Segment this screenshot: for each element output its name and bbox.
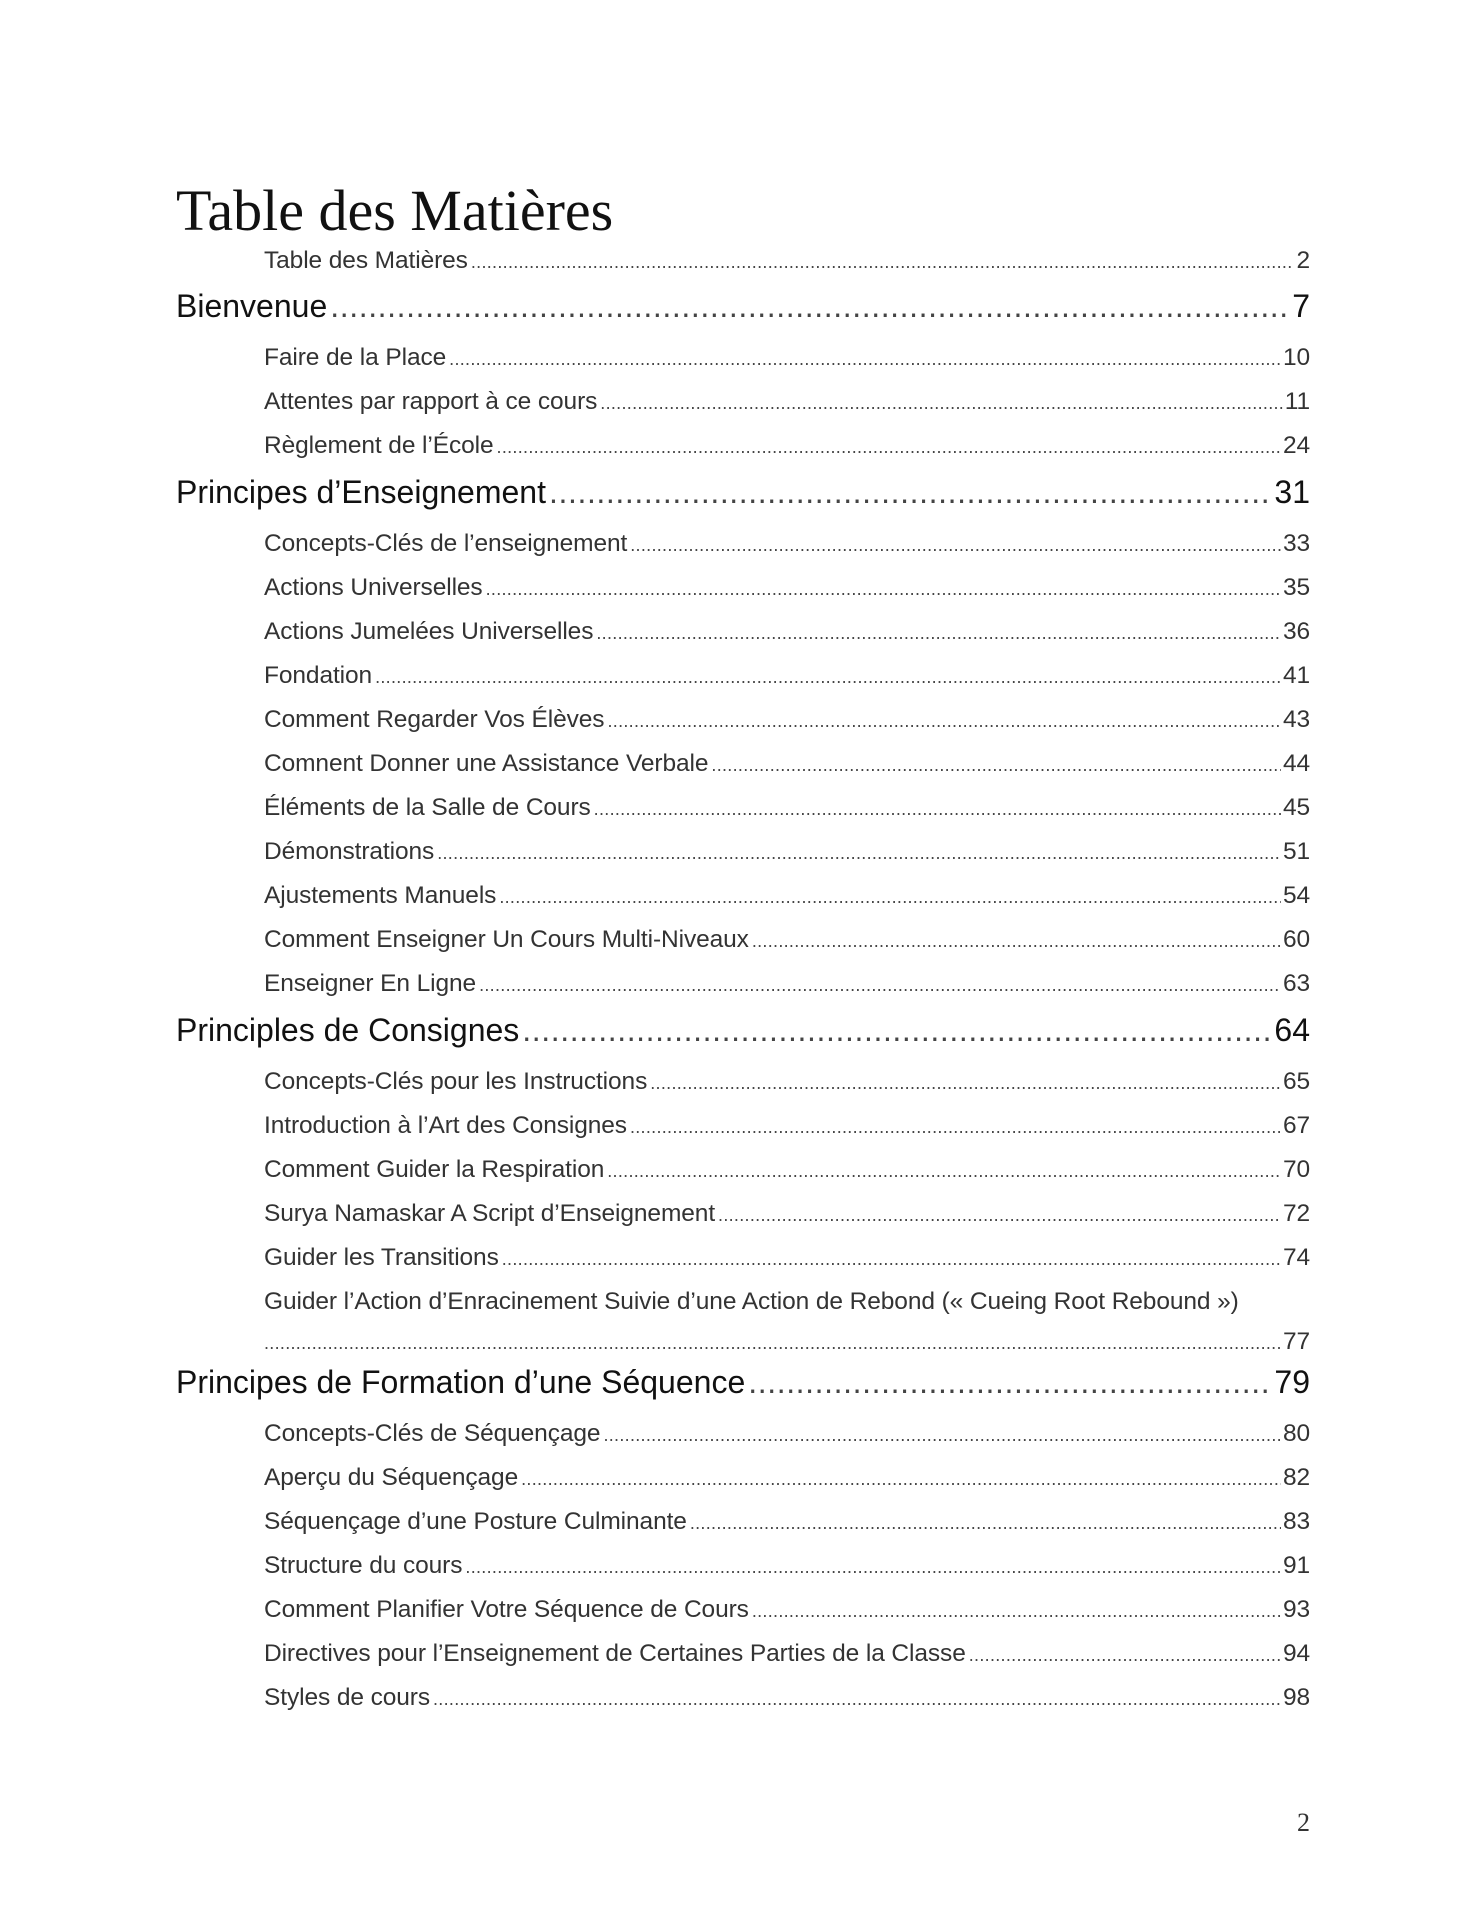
toc-entry-page: 93 (1282, 1596, 1310, 1623)
toc-entry-styles-de-cours[interactable] (264, 1684, 1310, 1724)
toc-entry-page: 77 (1282, 1328, 1310, 1355)
toc-entry-page: 63 (1282, 970, 1310, 997)
toc-entry-page: 72 (1282, 1200, 1310, 1227)
toc-entry-page: 41 (1282, 662, 1310, 689)
toc-entry-title: Directives pour l’Enseignement de Certaines Parties de la Classe (264, 1640, 966, 1667)
toc-section-title: Principles de Consignes (176, 1012, 520, 1048)
toc-entry-title: Guider les Transitions (264, 1244, 499, 1271)
toc-entry-title: Comment Guider la Respiration (264, 1156, 605, 1183)
dot-leader (600, 393, 1282, 414)
dot-leader (752, 1601, 1281, 1622)
toc-section-formation-sequence[interactable] (176, 1364, 1310, 1412)
toc-entry-title: Styles de cours (264, 1684, 430, 1711)
toc-entry-page: 11 (1284, 388, 1310, 415)
toc-entry-page: 36 (1282, 618, 1310, 645)
toc-entry-page: 80 (1282, 1420, 1310, 1447)
toc-entry-title: Démonstrations (264, 838, 435, 865)
toc-entry-page: 51 (1282, 838, 1310, 865)
dot-leader (594, 799, 1281, 820)
toc-entry-surya-namaskar[interactable] (264, 1200, 1310, 1240)
toc-entry-title: Éléments de la Salle de Cours (264, 794, 591, 821)
toc-entry-planifier-sequence[interactable] (264, 1596, 1310, 1636)
toc-entry-page: 24 (1282, 432, 1310, 459)
toc-entry-concepts-cles-enseignement[interactable] (264, 530, 1310, 570)
toc-entry-guider-respiration[interactable] (264, 1156, 1310, 1196)
toc-entry-apercu-sequencage[interactable] (264, 1464, 1310, 1504)
toc-entry-cueing-root-rebound[interactable] (264, 1288, 1310, 1368)
toc-entry-actions-universelles[interactable] (264, 574, 1310, 614)
toc-entry-title: Surya Namaskar A Script d’Enseignement (264, 1200, 716, 1227)
dot-leader (603, 1425, 1281, 1446)
toc-section-principes-enseignement[interactable] (176, 474, 1310, 522)
toc-section-page: 7 (1292, 288, 1310, 324)
toc-entry-elements-salle[interactable] (264, 794, 1310, 834)
dot-leader (690, 1513, 1281, 1534)
toc-entry-regarder-eleves[interactable] (264, 706, 1310, 746)
toc-entry-page: 67 (1282, 1112, 1310, 1139)
toc-entry-page: 10 (1282, 344, 1310, 371)
toc-entry-page: 65 (1282, 1068, 1310, 1095)
toc-entry-actions-jumelees[interactable] (264, 618, 1310, 658)
toc-entry-title: Séquençage d’une Posture Culminante (264, 1508, 687, 1535)
toc-entry-title: Concepts-Clés pour les Instructions (264, 1068, 648, 1095)
dot-leader (502, 1249, 1281, 1270)
toc-section-title: Principes de Formation d’une Séquence (176, 1364, 746, 1400)
toc-entry-attentes[interactable] (264, 388, 1310, 428)
toc-entry-title: Concepts-Clés de Séquençage (264, 1420, 601, 1447)
dot-leader (752, 931, 1281, 952)
toc-entry-concepts-cles-sequencage[interactable] (264, 1420, 1310, 1460)
toc-entry-reglement[interactable] (264, 432, 1310, 472)
toc-entry-page: 91 (1282, 1552, 1310, 1579)
toc-entry-page: 60 (1282, 926, 1310, 953)
toc-entry-page: 35 (1282, 574, 1310, 601)
toc-entry-concepts-cles-instructions[interactable] (264, 1068, 1310, 1108)
toc-section-page: 64 (1274, 1012, 1310, 1048)
dot-leader (486, 579, 1281, 600)
dot-leader (522, 1012, 1272, 1049)
toc-entry-title: Ajustements Manuels (264, 882, 497, 909)
toc-section-page: 79 (1274, 1364, 1310, 1400)
toc-entry-page: 94 (1282, 1640, 1310, 1667)
toc-entry-demonstrations[interactable] (264, 838, 1310, 878)
toc-entry-title: Actions Universelles (264, 574, 483, 601)
toc-entry-title: Faire de la Place (264, 344, 447, 371)
toc-entry-page: 45 (1282, 794, 1310, 821)
dot-leader (607, 1161, 1281, 1182)
dot-leader (471, 252, 1295, 273)
dot-leader (497, 437, 1281, 458)
toc-entry-structure-cours[interactable] (264, 1552, 1310, 1592)
toc-entry-page: 54 (1282, 882, 1310, 909)
toc-entry-title: Comnent Donner une Assistance Verbale (264, 750, 709, 777)
dot-leader (465, 1557, 1281, 1578)
page-number: 2 (1297, 1808, 1310, 1837)
toc-entry-title: Enseigner En Ligne (264, 970, 477, 997)
toc-entry-page: 82 (1282, 1464, 1310, 1491)
dot-leader (437, 843, 1281, 864)
toc-entry-page: 44 (1282, 750, 1310, 777)
toc-entry-page: 2 (1296, 247, 1310, 274)
toc-entry-fondation[interactable] (264, 662, 1310, 702)
toc-section-title: Principes d’Enseignement (176, 474, 546, 510)
toc-entry-title: Comment Enseigner Un Cours Multi-Niveaux (264, 926, 749, 953)
toc-entry-leader-line (264, 1328, 1310, 1368)
dot-leader (607, 711, 1280, 732)
toc-entry-page: 98 (1282, 1684, 1310, 1711)
dot-leader (264, 1333, 1281, 1354)
toc-entry-page: 70 (1282, 1156, 1310, 1183)
dot-leader (449, 349, 1281, 370)
toc-entry-assistance-verbale[interactable] (264, 750, 1310, 790)
toc-entry-title: Comment Planifier Votre Séquence de Cours (264, 1596, 749, 1623)
toc-entry-faire-de-la-place[interactable] (264, 344, 1310, 384)
dot-leader (650, 1073, 1281, 1094)
toc-entry-enseigner-en-ligne[interactable] (264, 970, 1310, 1010)
dot-leader (630, 1117, 1281, 1138)
toc-entry-art-des-consignes[interactable] (264, 1112, 1310, 1152)
toc-entry-page: 83 (1282, 1508, 1310, 1535)
dot-leader (521, 1469, 1281, 1490)
toc-entry-title: Table des Matières (264, 247, 468, 274)
dot-leader (596, 623, 1281, 644)
toc-entry-ajustements-manuels[interactable] (264, 882, 1310, 922)
toc-entry-title: Aperçu du Séquençage (264, 1464, 519, 1491)
toc-entry-posture-culminante[interactable] (264, 1508, 1310, 1548)
toc-entry-title: Fondation (264, 662, 373, 689)
toc-section-principles-consignes[interactable] (176, 1012, 1310, 1060)
dot-leader (499, 887, 1281, 908)
toc-entry-title: Comment Regarder Vos Élèves (264, 706, 605, 733)
toc-section-page: 31 (1274, 474, 1310, 510)
toc-entry-title: Structure du cours (264, 1552, 463, 1579)
dot-leader (433, 1689, 1281, 1710)
dot-leader (748, 1364, 1272, 1401)
toc-section-title: Bienvenue (176, 288, 328, 324)
toc-entry-page: 74 (1282, 1244, 1310, 1271)
toc-entry-title: Règlement de l’École (264, 432, 494, 459)
toc-entry-title: Introduction à l’Art des Consignes (264, 1112, 627, 1139)
dot-leader (330, 288, 1290, 325)
dot-leader (969, 1645, 1281, 1666)
dot-leader (479, 975, 1281, 996)
dot-leader (718, 1205, 1281, 1226)
toc-entry-guider-transitions[interactable] (264, 1244, 1310, 1284)
toc-entry-title: Concepts-Clés de l’enseignement (264, 530, 628, 557)
toc-entry-title: Attentes par rapport à ce cours (264, 388, 598, 415)
toc-entry-page: 43 (1282, 706, 1310, 733)
toc-section-bienvenue[interactable] (176, 288, 1310, 336)
toc-entry-directives-enseignement[interactable] (264, 1640, 1310, 1680)
toc-entry-table-des-matieres[interactable] (264, 247, 1310, 287)
toc-entry-title: Actions Jumelées Universelles (264, 618, 594, 645)
dot-leader (630, 535, 1281, 556)
page-title: Table des Matières (176, 178, 614, 243)
dot-leader (549, 474, 1272, 511)
toc-entry-multi-niveaux[interactable] (264, 926, 1310, 966)
dot-leader (711, 755, 1281, 776)
toc-entry-title: Guider l’Action d’Enracinement Suivie d’une Action de Rebond (« Cueing Root Rebound ») (264, 1288, 1239, 1315)
dot-leader (375, 667, 1281, 688)
toc-entry-page: 33 (1282, 530, 1310, 557)
